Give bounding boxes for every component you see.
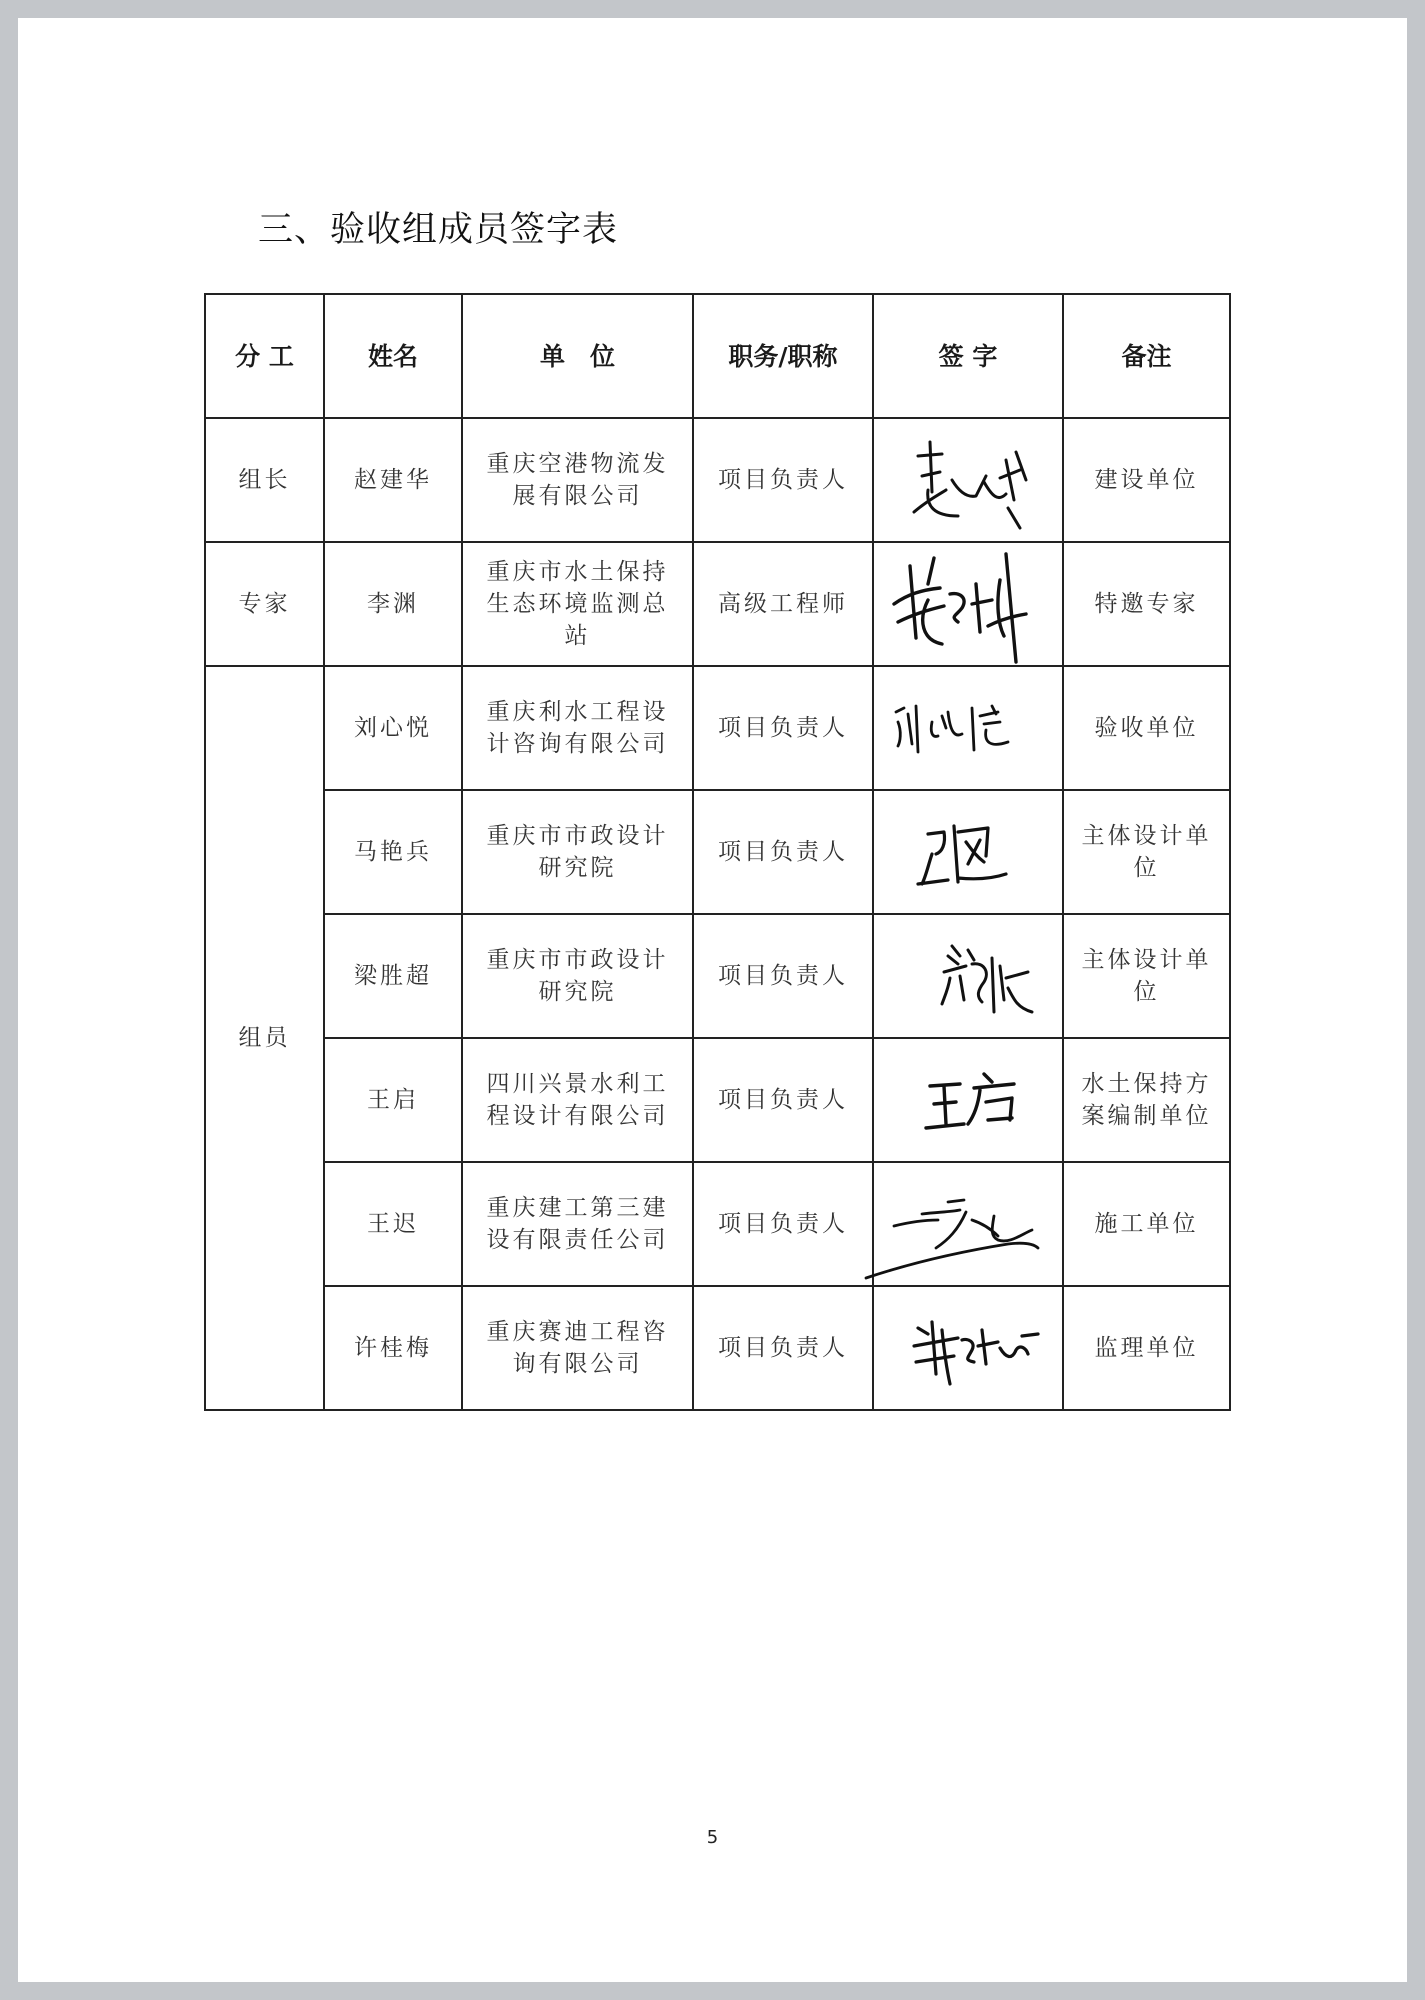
page-number: 5 bbox=[706, 1827, 719, 1848]
table-row bbox=[205, 666, 1230, 790]
signature-cell bbox=[873, 790, 1063, 914]
table-row bbox=[205, 1038, 1230, 1162]
header-name: 姓名 bbox=[324, 294, 462, 418]
handwritten-signature bbox=[888, 1040, 1048, 1160]
name-cell: 刘心悦 bbox=[324, 666, 462, 790]
title-cell: 高级工程师 bbox=[693, 542, 873, 666]
role-cell: 组长 bbox=[205, 418, 324, 542]
handwritten-signature bbox=[888, 792, 1048, 912]
role-cell: 组员 bbox=[205, 666, 324, 1410]
remark-cell: 特邀专家 bbox=[1063, 542, 1230, 666]
unit-cell: 重庆空港物流发展有限公司 bbox=[462, 418, 693, 542]
signature-cell bbox=[873, 914, 1063, 1038]
title-cell: 项目负责人 bbox=[693, 1286, 873, 1410]
unit-cell: 重庆利水工程设计咨询有限公司 bbox=[462, 666, 693, 790]
table-row bbox=[205, 418, 1230, 542]
name-cell: 许桂梅 bbox=[324, 1286, 462, 1410]
handwritten-signature bbox=[888, 544, 1048, 664]
remark-cell: 主体设计单位 bbox=[1063, 790, 1230, 914]
title-cell: 项目负责人 bbox=[693, 666, 873, 790]
table-row bbox=[205, 1286, 1230, 1410]
title-cell: 项目负责人 bbox=[693, 790, 873, 914]
remark-cell: 监理单位 bbox=[1063, 1286, 1230, 1410]
title-cell: 项目负责人 bbox=[693, 418, 873, 542]
document-page bbox=[18, 18, 1407, 1982]
table-row bbox=[205, 914, 1230, 1038]
header-title: 职务/职称 bbox=[693, 294, 873, 418]
unit-cell: 重庆建工第三建设有限责任公司 bbox=[462, 1162, 693, 1286]
remark-cell: 水土保持方案编制单位 bbox=[1063, 1038, 1230, 1162]
title-cell: 项目负责人 bbox=[693, 1038, 873, 1162]
name-cell: 王迟 bbox=[324, 1162, 462, 1286]
name-cell: 马艳兵 bbox=[324, 790, 462, 914]
unit-cell: 四川兴景水利工程设计有限公司 bbox=[462, 1038, 693, 1162]
remark-cell: 主体设计单位 bbox=[1063, 914, 1230, 1038]
unit-cell: 重庆市水土保持生态环境监测总站 bbox=[462, 542, 693, 666]
handwritten-signature bbox=[888, 420, 1048, 540]
signature-cell bbox=[873, 1286, 1063, 1410]
name-cell: 李渊 bbox=[324, 542, 462, 666]
title-cell: 项目负责人 bbox=[693, 914, 873, 1038]
role-cell: 专家 bbox=[205, 542, 324, 666]
name-cell: 赵建华 bbox=[324, 418, 462, 542]
handwritten-signature bbox=[888, 668, 1048, 788]
signature-cell bbox=[873, 666, 1063, 790]
header-unit: 单 位 bbox=[462, 294, 693, 418]
table-row bbox=[205, 790, 1230, 914]
header-role: 分 工 bbox=[205, 294, 324, 418]
table-header-row bbox=[205, 294, 1230, 418]
header-remark: 备注 bbox=[1063, 294, 1230, 418]
remark-cell: 验收单位 bbox=[1063, 666, 1230, 790]
header-signature: 签 字 bbox=[873, 294, 1063, 418]
signature-table bbox=[204, 293, 1231, 1411]
title-cell: 项目负责人 bbox=[693, 1162, 873, 1286]
unit-cell: 重庆市市政设计研究院 bbox=[462, 790, 693, 914]
name-cell: 王启 bbox=[324, 1038, 462, 1162]
unit-cell: 重庆赛迪工程咨询有限公司 bbox=[462, 1286, 693, 1410]
section-heading: 三、验收组成员签字表 bbox=[258, 210, 619, 250]
name-cell: 梁胜超 bbox=[324, 914, 462, 1038]
handwritten-signature bbox=[888, 1288, 1048, 1408]
signature-cell bbox=[873, 542, 1063, 666]
handwritten-signature bbox=[888, 916, 1048, 1036]
handwritten-signature bbox=[888, 1164, 1048, 1284]
unit-cell: 重庆市市政设计研究院 bbox=[462, 914, 693, 1038]
remark-cell: 建设单位 bbox=[1063, 418, 1230, 542]
signature-cell bbox=[873, 1038, 1063, 1162]
table-row bbox=[205, 1162, 1230, 1286]
signature-cell bbox=[873, 1162, 1063, 1286]
remark-cell: 施工单位 bbox=[1063, 1162, 1230, 1286]
signature-cell bbox=[873, 418, 1063, 542]
table-row bbox=[205, 542, 1230, 666]
